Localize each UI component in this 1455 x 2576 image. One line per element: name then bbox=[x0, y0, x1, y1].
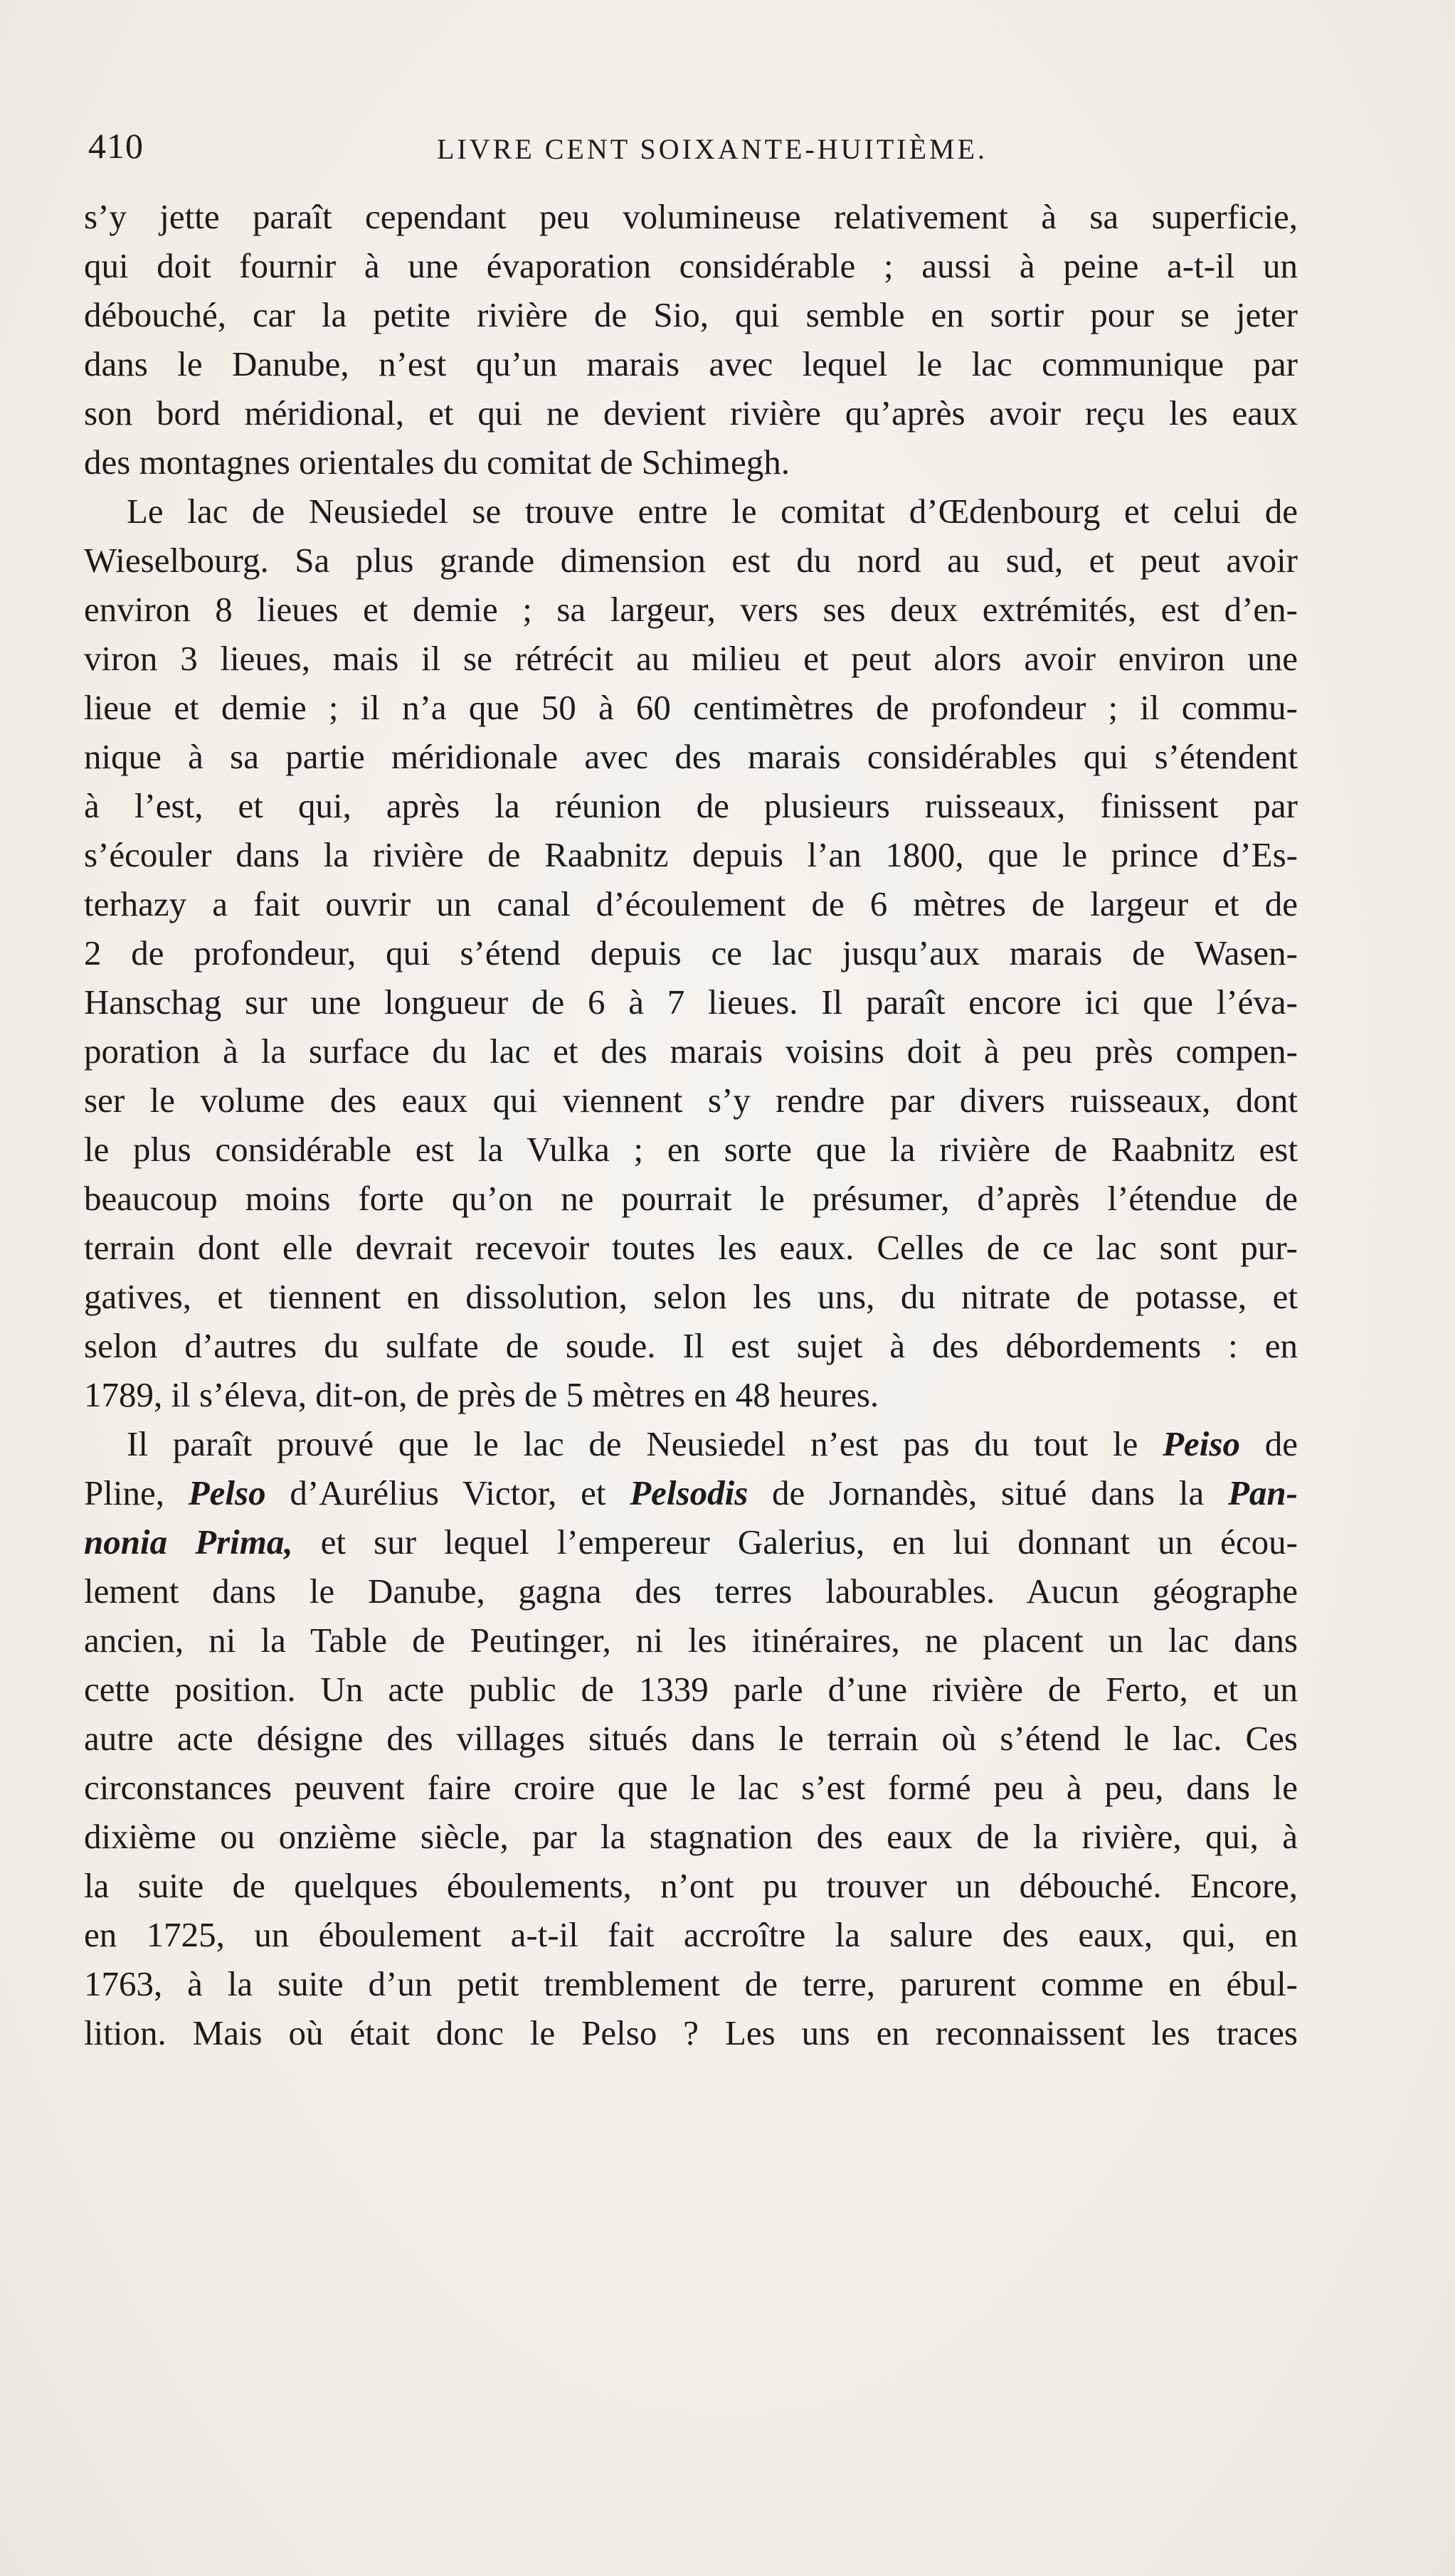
text-run: Pline, bbox=[84, 1473, 189, 1512]
paragraph-3 bbox=[84, 1419, 1298, 2057]
text-run: d’Aurélius Victor, et bbox=[265, 1473, 630, 1512]
text-line: qui doit fournir à une évaporation considérable ; aussi à peine a-t-il un bbox=[84, 246, 1298, 285]
text-line: viron 3 lieues, mais il se rétrécit au milieu et peut alors avoir environ une bbox=[84, 639, 1298, 678]
text-line: circonstances peuvent faire croire que le lac s’est formé peu à peu, dans le bbox=[84, 1768, 1298, 1807]
text-line: poration à la surface du lac et des marais voisins doit à peu près compen- bbox=[84, 1032, 1298, 1071]
text-line: Wieselbourg. Sa plus grande dimension est du nord au sud, et peut avoir bbox=[84, 541, 1298, 580]
text-line: terhazy a fait ouvrir un canal d’écoulement de 6 mètres de largeur et de bbox=[84, 884, 1298, 923]
text-run: de bbox=[1239, 1424, 1298, 1463]
text-line: selon d’autres du sulfate de soude. Il est sujet à des débordements : en bbox=[84, 1326, 1298, 1365]
text-line: Le lac de Neusiedel se trouve entre le comitat d’Œdenbourg et celui de bbox=[127, 492, 1298, 531]
italic-term: Pelso bbox=[188, 1473, 266, 1512]
text-line: dixième ou onzième siècle, par la stagnation des eaux de la rivière, qui, à bbox=[84, 1817, 1298, 1856]
text-line: lieue et demie ; il n’a que 50 à 60 centimètres de profondeur ; il commu- bbox=[84, 688, 1298, 727]
text-line: lition. Mais où était donc le Pelso ? Les uns en reconnaissent les traces bbox=[84, 2013, 1298, 2052]
text-line: beaucoup moins forte qu’on ne pourrait le présumer, d’après l’étendue de bbox=[84, 1179, 1298, 1218]
text-line: débouché, car la petite rivière de Sio, qui semble en sortir pour se jeter bbox=[84, 295, 1298, 334]
italic-term: nonia Prima, bbox=[84, 1522, 293, 1562]
text-line: ser le volume des eaux qui viennent s’y rendre par divers ruisseaux, dont bbox=[84, 1081, 1298, 1120]
text-line: cette position. Un acte public de 1339 parle d’une rivière de Ferto, et un bbox=[84, 1670, 1298, 1709]
body-text bbox=[84, 192, 1298, 2057]
page-header bbox=[88, 122, 1383, 179]
text-run: de Jornandès, situé dans la bbox=[748, 1473, 1228, 1512]
text-line: 1789, il s’éleva, dit-on, de près de 5 mètres en 48 heures. bbox=[84, 1375, 879, 1414]
text-line: autre acte désigne des villages situés dans le terrain où s’étend le lac. Ces bbox=[84, 1719, 1298, 1758]
page-number: 410 bbox=[88, 126, 144, 166]
text-line: lement dans le Danube, gagna des terres labourables. Aucun géographe bbox=[84, 1571, 1298, 1611]
text-line: en 1725, un éboulement a-t-il fait accroître la salure des eaux, qui, en bbox=[84, 1915, 1298, 1954]
text-line: dans le Danube, n’est qu’un marais avec lequel le lac communique par bbox=[84, 344, 1298, 383]
italic-term: Pelsodis bbox=[630, 1473, 748, 1512]
text-line bbox=[84, 1419, 1298, 1468]
text-run: et sur lequel l’empereur Galerius, en lui donnant un écou- bbox=[292, 1522, 1298, 1562]
text-line: ancien, ni la Table de Peutinger, ni les itinéraires, ne placent un lac dans bbox=[84, 1621, 1298, 1660]
text-line: terrain dont elle devrait recevoir toutes les eaux. Celles de ce lac sont pur- bbox=[84, 1228, 1298, 1267]
text-line: des montagnes orientales du comitat de Schimegh. bbox=[84, 442, 790, 482]
text-line: 1763, à la suite d’un petit tremblement de terre, parurent comme en ébul- bbox=[84, 1964, 1298, 2003]
text-line: s’écouler dans la rivière de Raabnitz depuis l’an 1800, que le prince d’Es- bbox=[84, 835, 1298, 874]
text-line: Hanschag sur une longueur de 6 à 7 lieues. Il paraît encore ici que l’éva- bbox=[84, 982, 1298, 1022]
text-line: environ 8 lieues et demie ; sa largeur, vers ses deux extrémités, est d’en- bbox=[84, 590, 1298, 629]
text-line: le plus considérable est la Vulka ; en sorte que la rivière de Raabnitz est bbox=[84, 1130, 1298, 1169]
text-line: s’y jette paraît cependant peu volumineuse relativement à sa superficie, bbox=[84, 197, 1298, 236]
text-line: son bord méridional, et qui ne devient rivière qu’après avoir reçu les eaux bbox=[84, 393, 1298, 433]
italic-term: Peiso bbox=[1163, 1424, 1240, 1463]
text-line: nique à sa partie méridionale avec des marais considérables qui s’étendent bbox=[84, 737, 1298, 776]
running-head: LIVRE CENT SOIXANTE-HUITIÈME. bbox=[437, 133, 988, 165]
text-line: gatives, et tiennent en dissolution, selon les uns, du nitrate de potasse, et bbox=[84, 1277, 1298, 1316]
text-line: la suite de quelques éboulements, n’ont pu trouver un débouché. Encore, bbox=[84, 1866, 1298, 1905]
paragraph-1 bbox=[84, 192, 1298, 487]
text-run: Il paraît prouvé que le lac de Neusiedel n’est pas du tout le bbox=[127, 1424, 1163, 1463]
italic-term: Pan- bbox=[1228, 1473, 1298, 1512]
text-line: 2 de profondeur, qui s’étend depuis ce lac jusqu’aux marais de Wasen- bbox=[84, 933, 1298, 972]
text-line bbox=[84, 1468, 1298, 1517]
paragraph-2 bbox=[84, 487, 1298, 1419]
text-line: à l’est, et qui, après la réunion de plusieurs ruisseaux, finissent par bbox=[84, 786, 1298, 825]
text-line bbox=[84, 1517, 1298, 1567]
